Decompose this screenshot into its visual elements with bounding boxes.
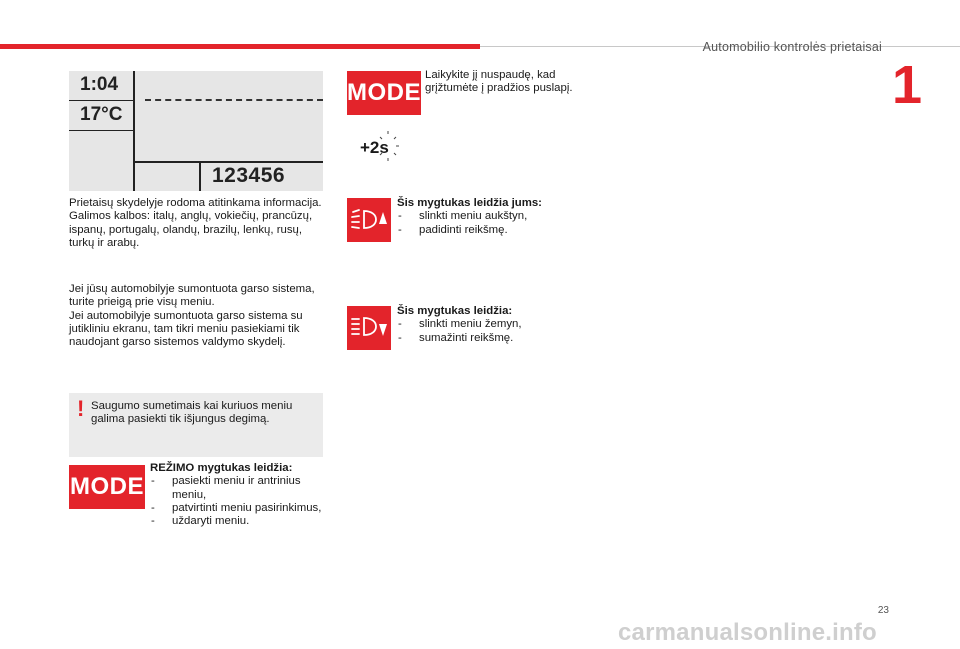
- display-odometer: 123456: [212, 164, 286, 187]
- down-heading: Šis mygtukas leidžia:: [397, 305, 513, 317]
- paragraph-audio-system: Jei jūsų automobilyje sumontuota garso sistema, turite prieigą prie visų meniu. Jei automobilyje sumontuota garso sistema su jutikliniu ekranu, tam tikri meniu pasiekiami tik naudojant garso sistemos valdymo skydelį.: [69, 283, 315, 349]
- display-time: 1:04: [80, 74, 119, 95]
- watermark: carmanualsonline.info: [618, 619, 877, 646]
- section-title: Automobilio kontrolės prietaisai: [702, 40, 882, 54]
- list-item: - uždaryti meniu.: [150, 515, 330, 528]
- display-divider: [133, 161, 323, 163]
- mode-heading: REŽIMO mygtukas leidžia:: [150, 462, 293, 474]
- warning-icon: !: [77, 396, 85, 421]
- display-divider: [69, 130, 133, 131]
- list-item: - pasiekti meniu ir antrinius meniu,: [150, 475, 330, 502]
- hold-icon-label: +2s: [360, 138, 389, 157]
- page-number: 23: [877, 605, 889, 616]
- list-item: - padidinti reikšmę.: [397, 224, 597, 237]
- mode-button-icon: MODE: [347, 71, 421, 115]
- mode-list: [150, 475, 330, 528]
- up-heading: Šis mygtukas leidžia jums:: [397, 197, 542, 209]
- headlight-down-icon: [347, 306, 391, 350]
- mode-hold-text: Laikykite jį nuspaudę, kad grįžtumėte į pradžios puslapį.: [425, 69, 573, 95]
- list-item: - slinkti meniu aukštyn,: [397, 210, 597, 223]
- display-dashed-line: [145, 99, 323, 101]
- list-item: - sumažinti reikšmę.: [397, 332, 597, 345]
- down-button-description: [397, 305, 597, 345]
- down-list: [397, 318, 597, 345]
- display-divider: [69, 100, 133, 101]
- headlight-up-icon: [347, 198, 391, 242]
- mode-description: [150, 462, 330, 528]
- list-item: - slinkti meniu žemyn,: [397, 318, 597, 331]
- safety-note-text: Saugumo sumetimais kai kuriuos meniu galima pasiekti tik išjungus degimą.: [91, 400, 293, 426]
- display-temperature: 17°C: [80, 104, 123, 125]
- up-list: [397, 210, 597, 237]
- display-divider: [133, 71, 135, 191]
- up-button-description: [397, 197, 597, 237]
- list-item: - patvirtinti meniu pasirinkimus,: [150, 502, 330, 515]
- paragraph-languages: Prietaisų skydelyje rodoma atitinkama informacija. Galimos kalbos: italų, anglų, vokiečių, prancūzų, ispanų, portugalų, olandų, brazilų, lenkų, rusų, turkų ir arabų.: [69, 197, 322, 249]
- header-red-bar: [0, 44, 480, 49]
- hold-two-seconds-icon: [358, 128, 402, 164]
- mode-button-icon: MODE: [69, 465, 145, 509]
- display-divider: [199, 161, 201, 191]
- chapter-number: 1: [892, 55, 923, 115]
